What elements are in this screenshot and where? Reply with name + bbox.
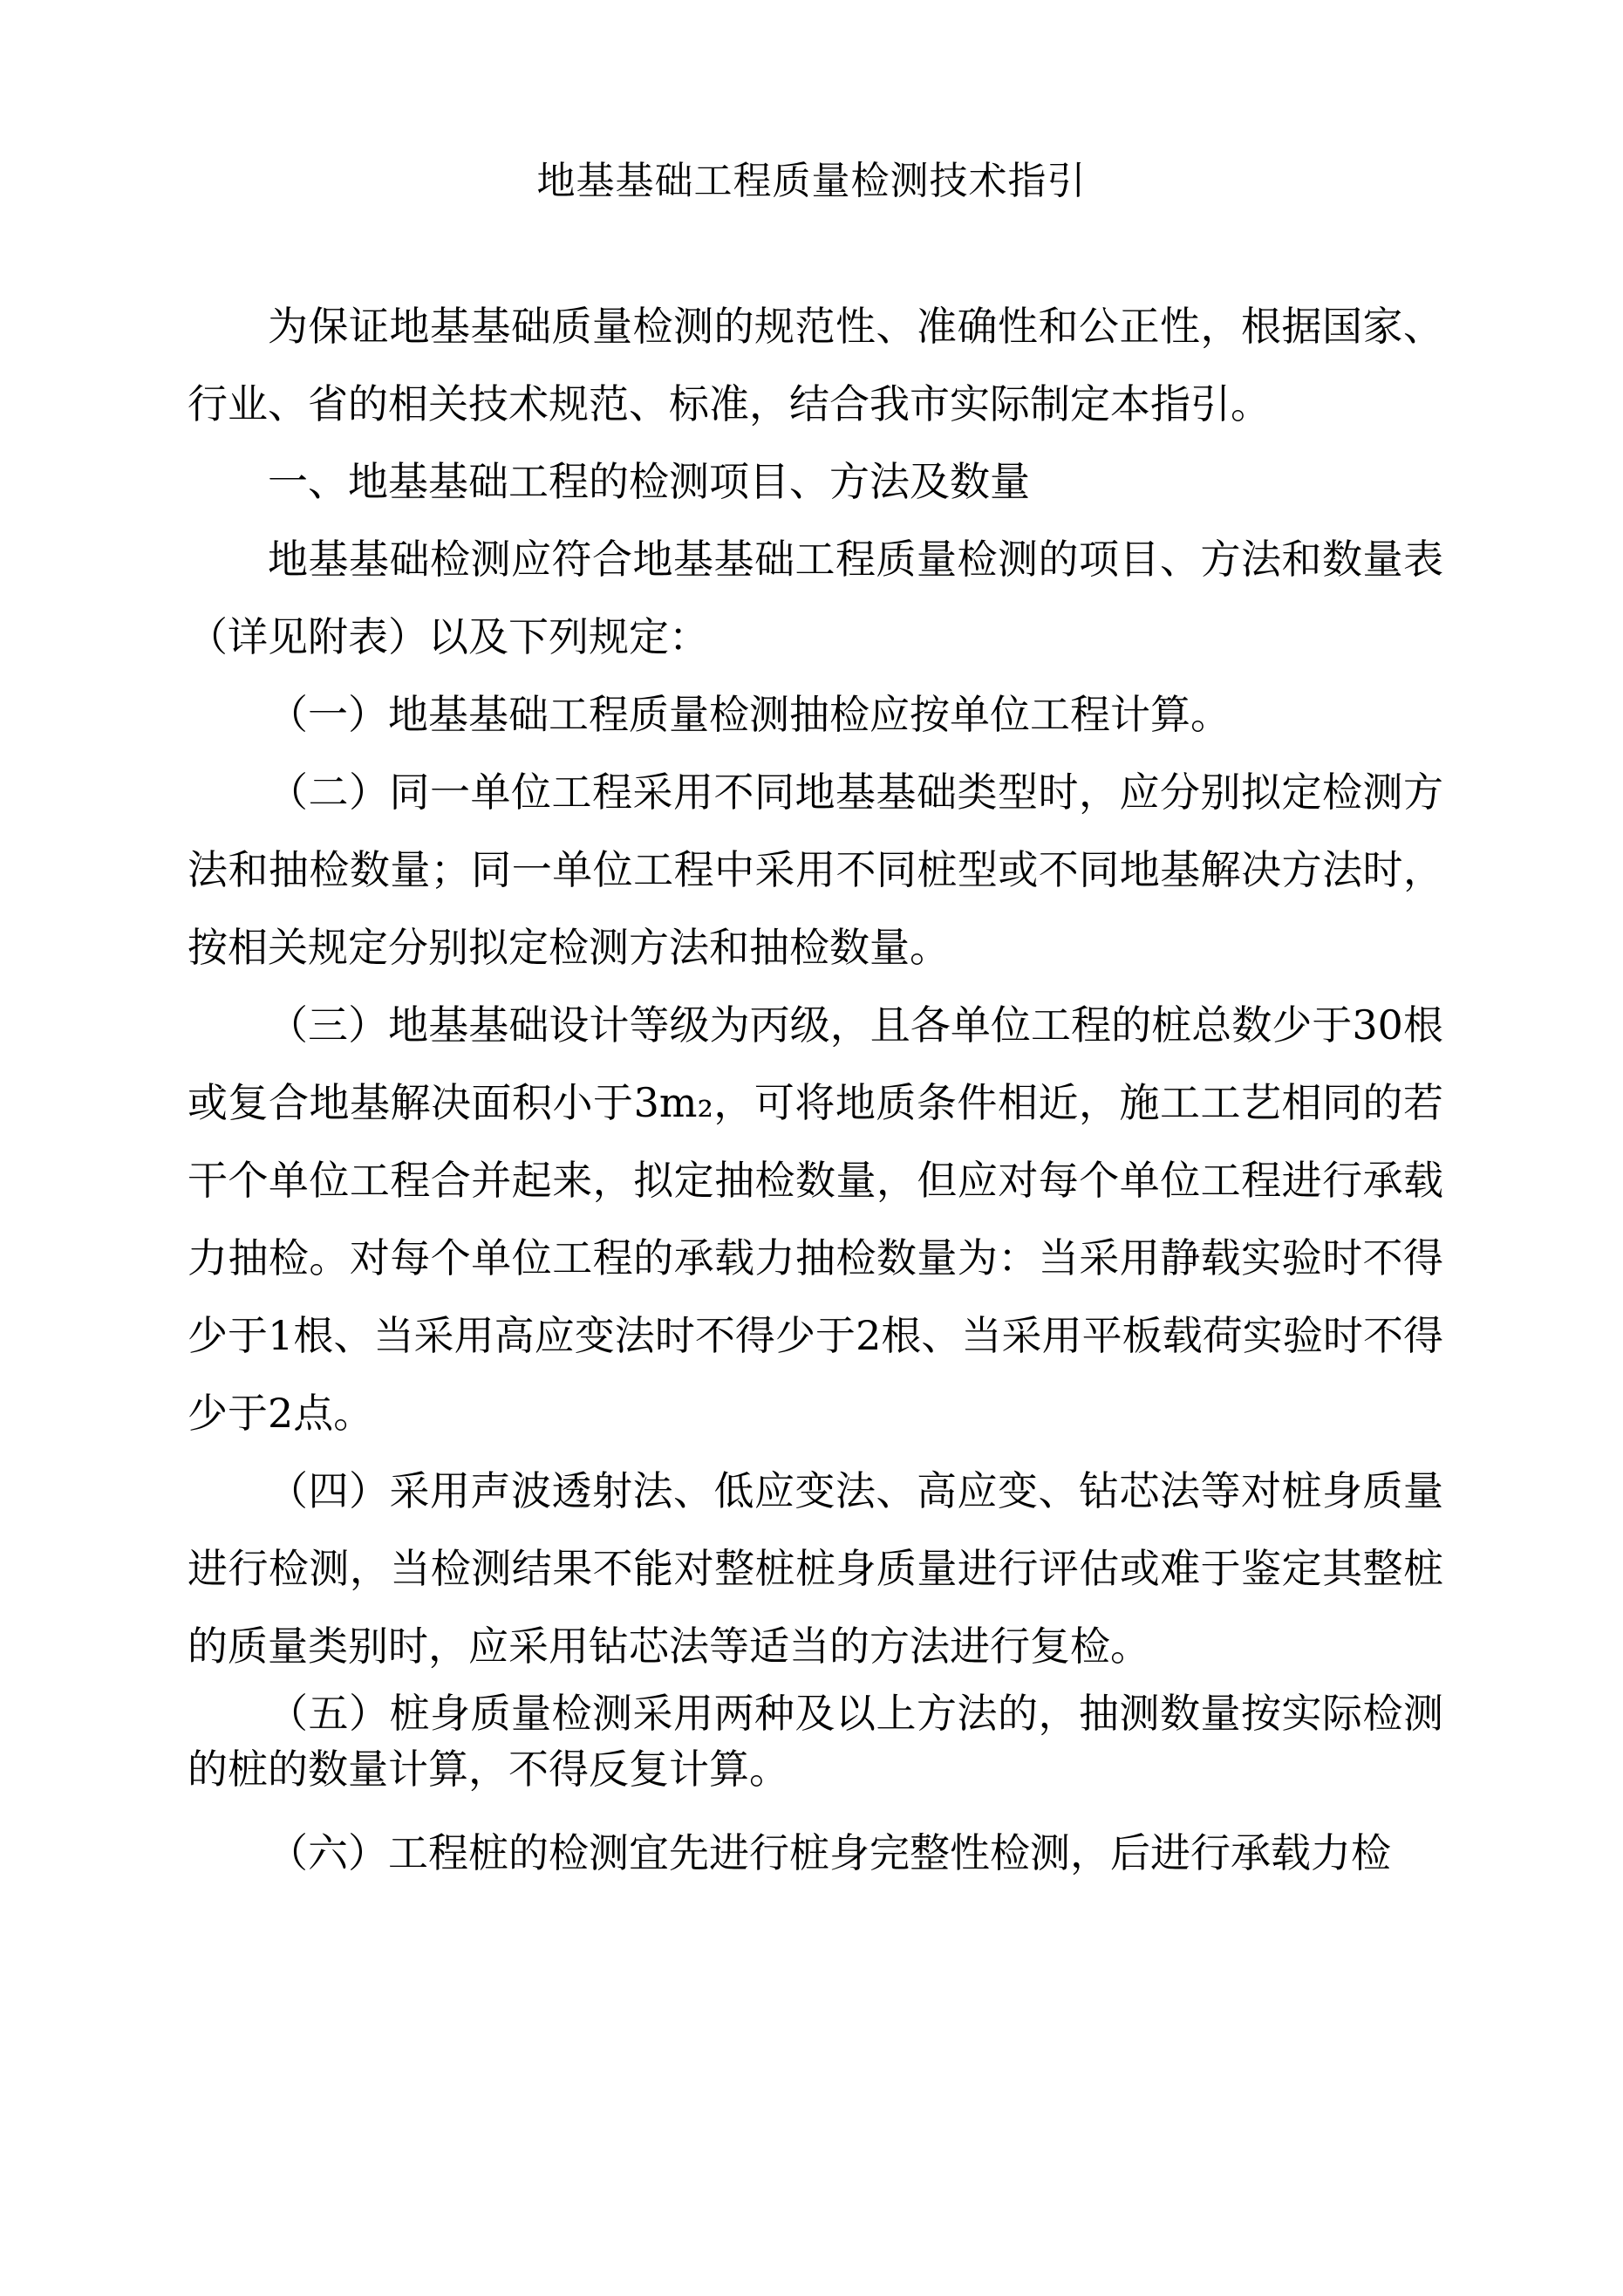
- clause-3: （三）地基基础设计等级为丙级，且各单位工程的桩总数少于30根或复合地基解决面积小于3m₂，可将地质条件相近，施工工艺相同的若干个单位工程合并起来，拟定抽检数量，但应对每个单位工程进行承载力抽检。对每个单位工程的承载力抽检数量为：当采用静载实验时不得少于1根、当采用高应变法时不得少于2根、当采用平板载荷实验时不得少于2点。: [188, 1001, 1443, 1437]
- clause-4: （四）采用声波透射法、低应变法、高应变、钻芯法等对桩身质量进行检测，当检测结果不能对整桩桩身质量进行评估或难于鉴定其整桩的质量类别时，应采用钻芯法等适当的方法进行复检。: [188, 1467, 1443, 1670]
- document-title: 地基基础工程质量检测技术指引: [536, 159, 1087, 203]
- section-heading-1: 一、地基基础工程的检测项目、方法及数量: [268, 458, 1030, 505]
- clause-6: （六）工程桩的检测宜先进行桩身完整性检测，后进行承载力检: [268, 1829, 1391, 1876]
- paragraph-general-rule: 地基基础检测应符合地基基础工程质量检测的项目、方法和数量表（详见附表）以及下列规定：: [188, 536, 1443, 660]
- clause-5: （五）桩身质量检测采用两种及以上方法的，抽测数量按实际检测的桩的数量计算，不得反复计算。: [188, 1690, 1443, 1793]
- clause-1: （一）地基基础工程质量检测抽检应按单位工程计算。: [268, 691, 1231, 738]
- document-body: [188, 288, 1443, 1892]
- paragraph-intro: 为保证地基基础质量检测的规范性、准确性和公正性，根据国家、行业、省的相关技术规范、标准，结合我市实际制定本指引。: [188, 303, 1443, 427]
- clause-2: （二）同一单位工程采用不同地基基础类型时，应分别拟定检测方法和抽检数量；同一单位工程中采用不同桩型或不同地基解决方法时，按相关规定分别拟定检测方法和抽检数量。: [188, 769, 1443, 971]
